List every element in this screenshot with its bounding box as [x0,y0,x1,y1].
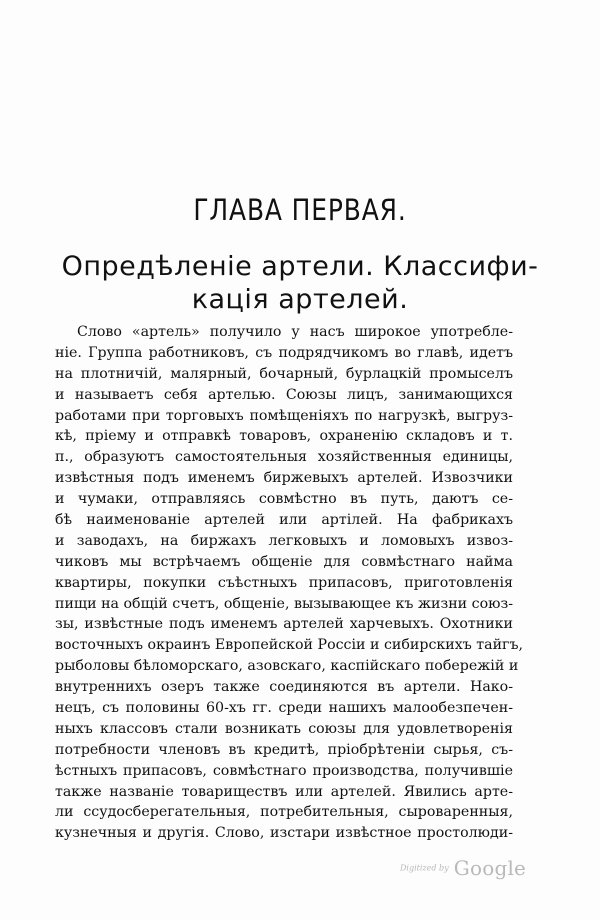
section-title-line-2: кація артелей. [191,284,409,315]
body-text [55,322,523,844]
text-line: работами при торговыхъ помѣщеніяхъ по нагрузкѣ, выгруз- [55,407,513,424]
section-title-line-1: Опредѣленіе артели. Классифи- [61,251,539,282]
text-line: рыболовы бѣломорскаго, азовскаго, каспійскаго побережій и [55,658,519,675]
text-line: Слово «артель» получило у насъ широкое употребле- [77,324,513,340]
text-line: также названіе товариществъ или артелей. Явились арте- [55,783,513,800]
text-line: квартиры, покупки съѣстныхъ припасовъ, приготовленія [55,574,513,591]
text-line: и называетъ себя артелью. Союзы лицъ, занимающихся [55,386,513,403]
watermark-prefix: Digitized by [400,863,449,873]
text-line: и чумаки, отправляясь совмѣстно въ путь, даютъ се- [55,491,513,508]
text-line: чиковъ мы встрѣчаемъ общеніе для совмѣстнаго найма [55,553,513,570]
text-line: ли ссудосберегательныя, потребительныя, сыроваренныя, [55,804,513,821]
text-line: извѣстныя подъ именемъ биржевыхъ артелей. Извозчики [55,470,513,487]
text-line: зы, извѣстные подъ именемъ артелей харчевыхъ. Охотники [55,616,513,633]
text-line: ѣстныхъ припасовъ, совмѣстнаго производства, получившіе [55,762,513,779]
text-line: ныхъ классовъ стали возникать союзы для удовлетворенія [55,720,513,737]
section-title [0,250,600,316]
text-line: внутреннихъ озеръ также соединяются въ артели. Нако- [55,679,513,696]
text-line: и заводахъ, на биржахъ легковыхъ и ломовыхъ извоз- [55,532,513,549]
text-line: кузнечныя и другія. Слово, изстари извѣстное простолюди- [55,825,513,842]
text-line: п., образуютъ самостоятельныя хозяйственныя единицы, [55,449,513,466]
chapter-title: ГЛАВА ПЕРВАЯ. [193,193,407,227]
text-line: потребности членовъ въ кредитѣ, пріобрѣтеніи сырья, съ- [55,741,513,758]
digitized-watermark [400,856,526,880]
text-line: восточныхъ окраинъ Европейской Россіи и сибирскихъ тайгъ, [55,637,523,654]
text-line: бѣ наименованіе артелей или артілей. На фабрикахъ [55,512,513,529]
google-logo: Google [453,856,527,880]
text-line: на плотничій, малярный, бочарный, бурлацкій промыселъ [55,365,513,382]
text-line: ніе. Группа работниковъ, съ подрядчикомъ во главѣ, идетъ [55,344,513,361]
text-line: пищи на общій счетъ, общеніе, вызывающее къ жизни союз- [55,595,514,612]
text-line: кѣ, пріему и отправкѣ товаровъ, охраненію складовъ и т. [55,428,513,445]
text-line: нецъ, съ половины 60-хъ гг. среди нашихъ малообезпечен- [55,700,513,717]
